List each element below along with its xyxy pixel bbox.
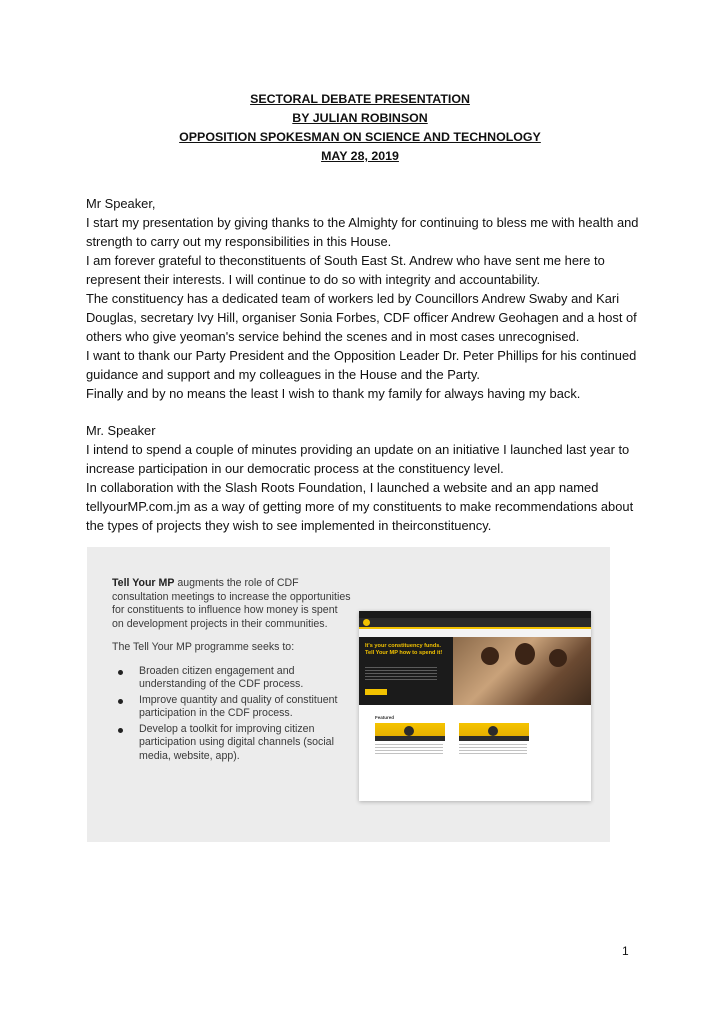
figure-subhead: The Tell Your MP programme seeks to:: [112, 641, 295, 653]
figure-text: [112, 577, 352, 765]
site-card: [375, 723, 445, 741]
site-hero-photo: [453, 637, 591, 705]
paragraph-gap: [86, 403, 646, 421]
site-hero-body: [365, 667, 437, 681]
card-icon: [404, 726, 414, 736]
header-role: OPPOSITION SPOKESMAN ON SCIENCE AND TECHNOLOGY: [179, 130, 541, 144]
site-featured-label: Featured: [375, 715, 395, 720]
person-head: [481, 647, 499, 665]
figure-intro-text: augments the role of CDF consultation meetings to increase the opportunities for constituents to influence how money is spent on development projects in their communities.: [112, 577, 351, 630]
figure-brand: Tell Your MP: [112, 577, 175, 589]
website-screenshot: [359, 611, 591, 801]
person-head: [515, 643, 535, 665]
paragraph: I intend to spend a couple of minutes providing an update on an initiative I launched last year to increase participation in our democratic process at the constituency level.: [86, 442, 630, 476]
site-hero-text: It's your constituency funds. Tell Your MP how to spend it!: [365, 643, 443, 656]
bullet-item: Improve quantity and quality of constituent participation in the CDF process.: [127, 694, 352, 721]
page-number: 1: [622, 944, 629, 958]
site-card: [459, 723, 529, 741]
header-title: SECTORAL DEBATE PRESENTATION: [250, 92, 470, 106]
site-hero: [359, 637, 591, 705]
bullet-item: Broaden citizen engagement and understanding of the CDF process.: [127, 665, 352, 692]
site-navlinks: [359, 629, 591, 637]
site-topbar: [359, 611, 591, 618]
site-nav: [359, 618, 591, 629]
paragraph: I want to thank our Party President and the Opposition Leader Dr. Peter Phillips for his continued guidance and support and my colleagues in the House and the Party.: [86, 348, 637, 382]
card-caption-bar: [375, 736, 445, 741]
paragraph: I am forever grateful to theconstituents of South East St. Andrew who have sent me here to represent their interests. I will continue to do so with integrity and accountability.: [86, 253, 605, 287]
document-body: [86, 194, 646, 535]
paragraph: In collaboration with the Slash Roots Foundation, I launched a website and an app named tellyourMP.com.jm as a way of getting more of my constituents to make recommendations about the types of projects they wish to see implemented in theirconstituency.: [86, 480, 634, 533]
paragraph: Mr Speaker,: [86, 196, 156, 211]
paragraph: The constituency has a dedicated team of workers led by Councillors Andrew Swaby and Kari Douglas, secretary Ivy Hill, organiser Sonia Forbes, CDF officer Andrew Geohagen and a host of others who give yeoman's service behind the scenes and in most cases unrecognised.: [86, 291, 637, 344]
card-icon: [488, 726, 498, 736]
bullet-item: Develop a toolkit for improving citizen participation using digital channels (social media, website, app).: [127, 723, 352, 764]
header-date: MAY 28, 2019: [321, 149, 399, 163]
person-head: [549, 649, 567, 667]
paragraph: Mr. Speaker: [86, 423, 156, 438]
document-header: [0, 90, 720, 166]
figure-intro: [112, 577, 352, 631]
paragraph: I start my presentation by giving thanks to the Almighty for continuing to bless me with health and strength to carry out my responsibilities in this House.: [86, 215, 639, 249]
tell-your-mp-figure: [87, 547, 610, 842]
site-hero-button: [365, 689, 387, 695]
figure-bullet-list: [112, 665, 352, 764]
site-logo-icon: [363, 619, 370, 626]
header-author: BY JULIAN ROBINSON: [292, 111, 428, 125]
card-caption-bar: [459, 736, 529, 741]
card-text: [375, 744, 443, 754]
paragraph: Finally and by no means the least I wish to thank my family for always having my back.: [86, 386, 581, 401]
card-text: [459, 744, 527, 754]
